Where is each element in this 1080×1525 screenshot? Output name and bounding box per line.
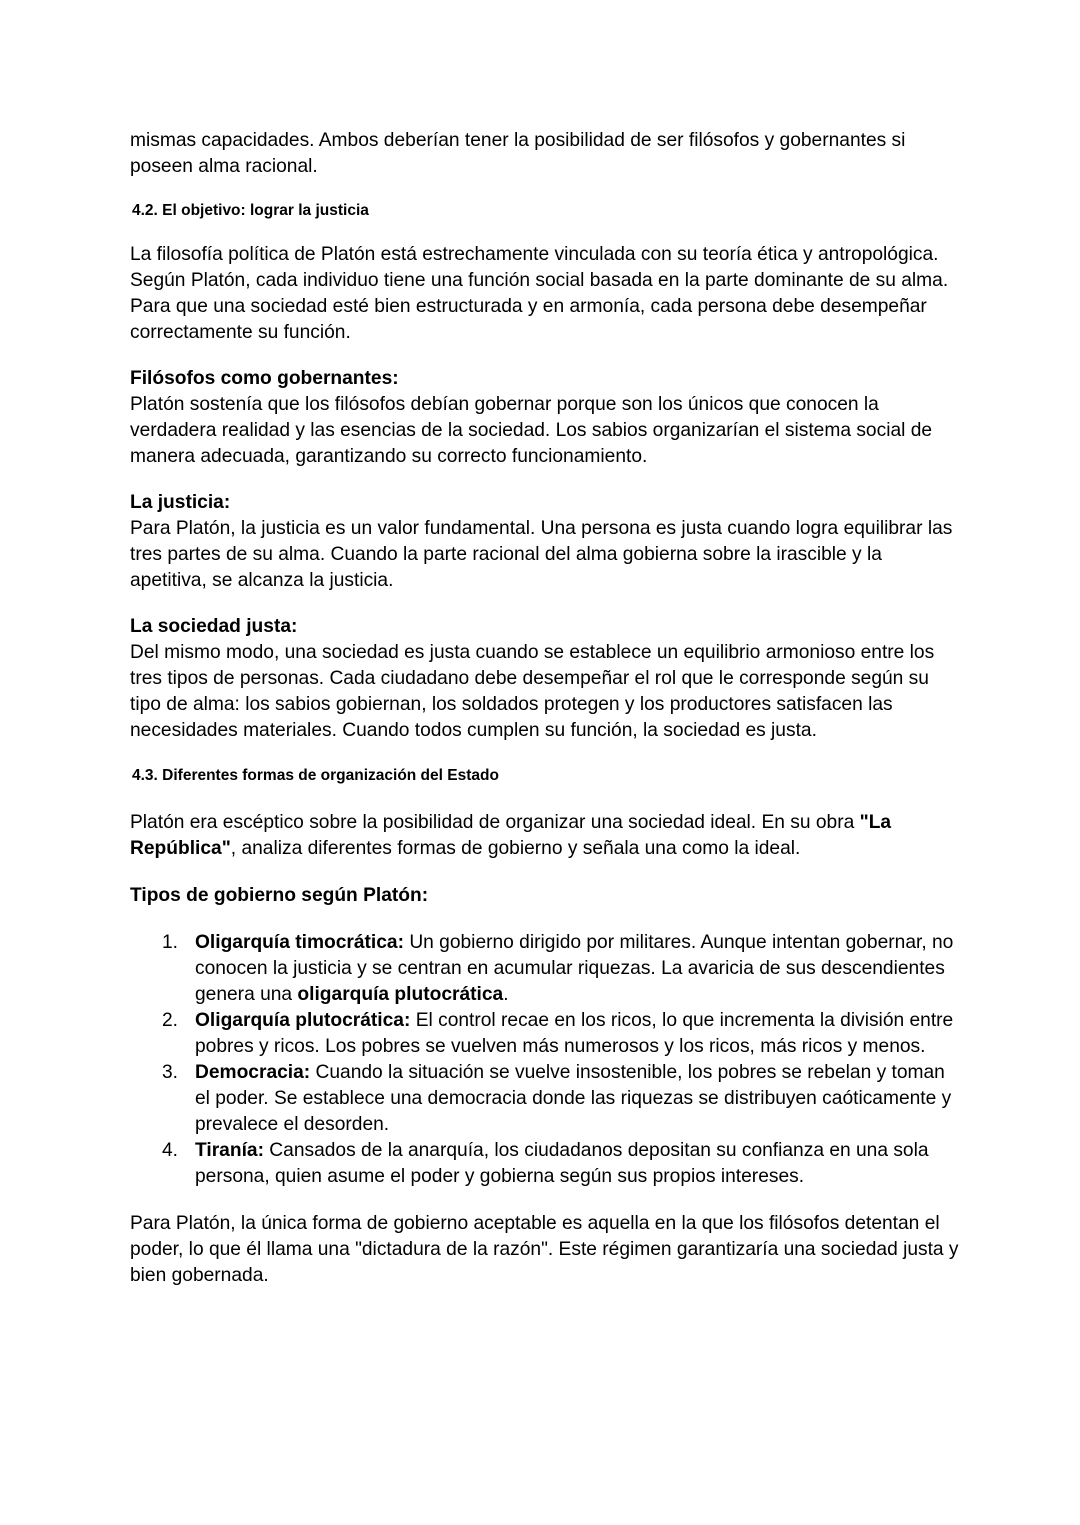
- philosophers-block: [130, 366, 960, 470]
- section-4-3-intro-before: Platón era escéptico sobre la posibilidad de organizar una sociedad ideal. En su obra: [130, 812, 860, 833]
- list-term: Democracia:: [195, 1062, 311, 1083]
- government-types-list: [130, 930, 960, 1190]
- list-term: Oligarquía plutocrática:: [195, 1010, 411, 1031]
- list-text: Cansados de la anarquía, los ciudadanos depositan su confianza en una sola persona, quien asume el poder y gobierna según sus propios intereses.: [195, 1140, 929, 1187]
- list-text: Cuando la situación se vuelve insostenible, los pobres se rebelan y toman el poder. Se establece una democracia donde las riquezas se distribuyen caóticamente y prevalece el desorden.: [195, 1062, 952, 1135]
- list-text: El control recae en los ricos, lo que incrementa la división entre pobres y ricos. Los pobres se vuelven más numerosos y los ricos, más ricos y menos.: [195, 1010, 954, 1057]
- just-society-text: Del mismo modo, una sociedad es justa cuando se establece un equilibrio armonioso entre los tres tipos de personas. Cada ciudadano debe desempeñar el rol que le corresponde según su tipo de alma: los sabios gobiernan, los soldados protegen y los productores satisfacen las necesidades materiales. Cuando todos cumplen su función, la sociedad es justa.: [130, 642, 935, 741]
- list-item: [130, 1008, 960, 1060]
- government-types-title: Tipos de gobierno según Platón:: [130, 885, 429, 906]
- justice-text: Para Platón, la justicia es un valor fundamental. Una persona es justa cuando logra equilibrar las tres partes de su alma. Cuando la parte racional del alma gobierna sobre la irascible y la apetitiva, se alcanza la justicia.: [130, 518, 953, 591]
- list-item: [130, 1060, 960, 1138]
- list-item: [130, 1138, 960, 1190]
- justice-title: La justicia:: [130, 492, 231, 513]
- list-item: [130, 930, 960, 1008]
- section-4-2-heading: 4.2. El objetivo: lograr la justicia: [132, 202, 369, 219]
- list-tail: .: [503, 984, 509, 1005]
- section-4-3-intro-after: , analiza diferentes formas de gobierno y señala una como la ideal.: [230, 838, 801, 859]
- philosophers-text: Platón sostenía que los filósofos debían gobernar porque son los únicos que conocen la verdadera realidad y las esencias de la sociedad. Los sabios organizarían el sistema social de manera adecuada, garantizando su correcto funcionamiento.: [130, 394, 933, 467]
- list-bold-tail: oligarquía plutocrática: [297, 984, 504, 1005]
- just-society-title: La sociedad justa:: [130, 616, 298, 637]
- conclusion-paragraph: Para Platón, la única forma de gobierno aceptable es aquella en la que los filósofos detentan el poder, lo que él llama una "dictadura de la razón". Este régimen garantizaría una sociedad justa y bien gobernada.: [130, 1213, 959, 1286]
- republic-title: "La República": [130, 812, 892, 859]
- justice-block: [130, 490, 960, 594]
- list-number: 4.: [162, 1140, 179, 1161]
- intro-paragraph: mismas capacidades. Ambos deberían tener la posibilidad de ser filósofos y gobernantes si poseen alma racional.: [130, 130, 906, 177]
- section-4-3-intro: [130, 810, 960, 862]
- list-number: 2.: [162, 1010, 179, 1031]
- section-4-2-paragraph: La filosofía política de Platón está estrechamente vinculada con su teoría ética y antropológica. Según Platón, cada individuo tiene una función social basada en la parte dominante de su alma. Para que una sociedad esté bien estructurada y en armonía, cada persona debe desempeñar correctamente su función.: [130, 244, 949, 343]
- list-term: Oligarquía timocrática:: [195, 932, 404, 953]
- philosophers-title: Filósofos como gobernantes:: [130, 368, 399, 389]
- list-number: 3.: [162, 1062, 179, 1083]
- list-number: 1.: [162, 932, 179, 953]
- list-text: Un gobierno dirigido por militares. Aunque intentan gobernar, no conocen la justicia y se centran en acumular riquezas. La avaricia de sus descendientes genera una: [195, 932, 954, 1005]
- document-page: [130, 128, 960, 1289]
- list-term: Tiranía:: [195, 1140, 264, 1161]
- section-4-3-heading: 4.3. Diferentes formas de organización del Estado: [132, 767, 499, 784]
- just-society-block: [130, 614, 960, 744]
